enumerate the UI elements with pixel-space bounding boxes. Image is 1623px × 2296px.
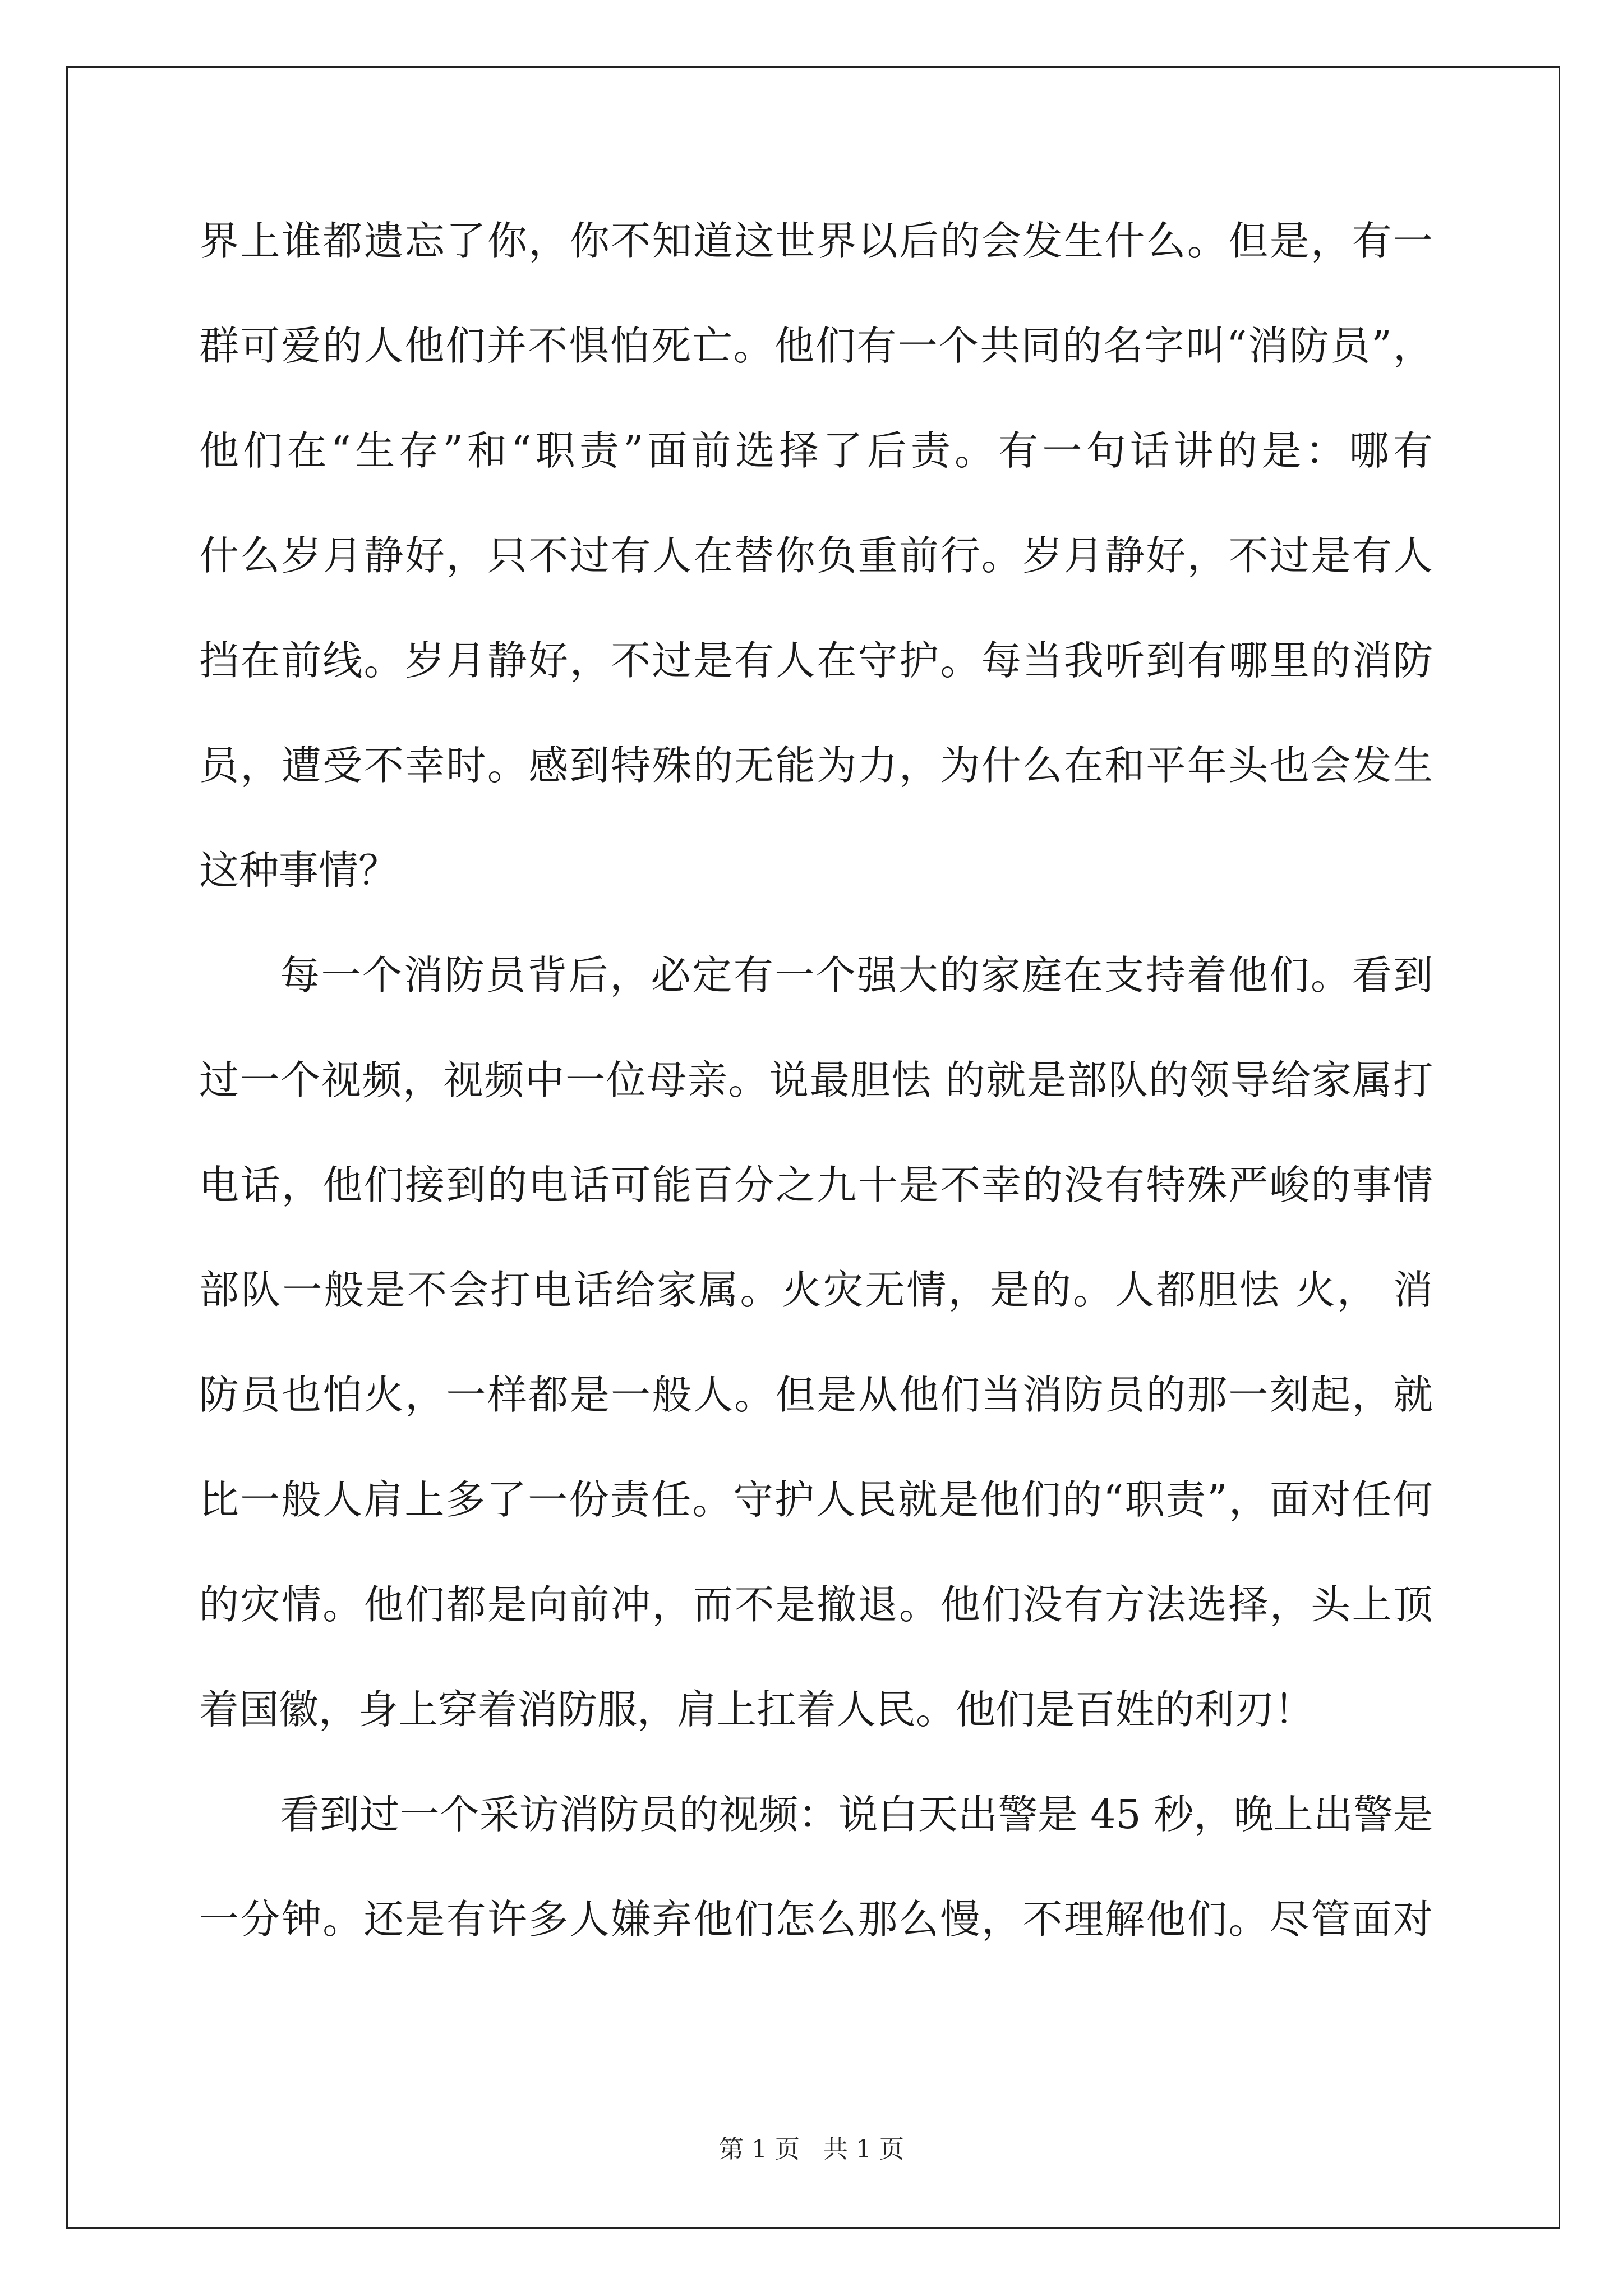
text-line: 的灾情。他们都是向前冲，而不是撤退。他们没有方法选择，头上顶	[199, 1581, 1433, 1628]
text-line: 每一个消防员背后，必定有一个强大的家庭在支持着他们。看到	[280, 952, 1433, 999]
text-line: 比一般人肩上多了一份责任。守护人民就是他们的“职责”，面对任何	[199, 1476, 1433, 1523]
page-total: 共 1 页	[823, 2135, 904, 2164]
text-line: 部队一般是不会打电话给家属。火灾无情，是的。人都胆怯 火， 消	[199, 1267, 1433, 1313]
text-line: 他们在“生存”和“职责”面前选择了后责。有一句话讲的是：哪有	[199, 427, 1433, 474]
text-line: 看到过一个采访消防员的视频：说白天出警是 45 秒，晚上出警是	[280, 1791, 1433, 1838]
text-line: 这种事情？	[199, 847, 399, 894]
text-line: 一分钟。还是有许多人嫌弃他们怎么那么慢，不理解他们。尽管面对	[199, 1896, 1433, 1943]
text-line: 什么岁月静好，只不过有人在替你负重前行。岁月静好，不过是有人	[199, 532, 1433, 579]
text-line: 界上谁都遗忘了你，你不知道这世界以后的会发生什么。但是，有一	[199, 218, 1433, 264]
text-line: 挡在前线。岁月静好，不过是有人在守护。每当我听到有哪里的消防	[199, 637, 1433, 684]
text-line: 着国徽，身上穿着消防服，肩上扛着人民。他们是百姓的利刃！	[199, 1686, 1315, 1733]
text-line: 过一个视频，视频中一位母亲。说最胆怯 的就是部队的领导给家属打	[199, 1057, 1433, 1103]
text-line: 员，遭受不幸时。感到特殊的无能为力，为什么在和平年头也会发生	[199, 742, 1433, 789]
text-line: 群可爱的人他们并不惧怕死亡。他们有一个共同的名字叫“消防员”，	[199, 323, 1433, 369]
page-number: 第 1 页	[719, 2135, 800, 2164]
text-line: 防员也怕火，一样都是一般人。但是从他们当消防员的那一刻起，就	[199, 1372, 1433, 1418]
text-line: 电话，他们接到的电话可能百分之九十是不幸的没有特殊严峻的事情	[199, 1162, 1433, 1208]
page-footer	[0, 2129, 1623, 2165]
